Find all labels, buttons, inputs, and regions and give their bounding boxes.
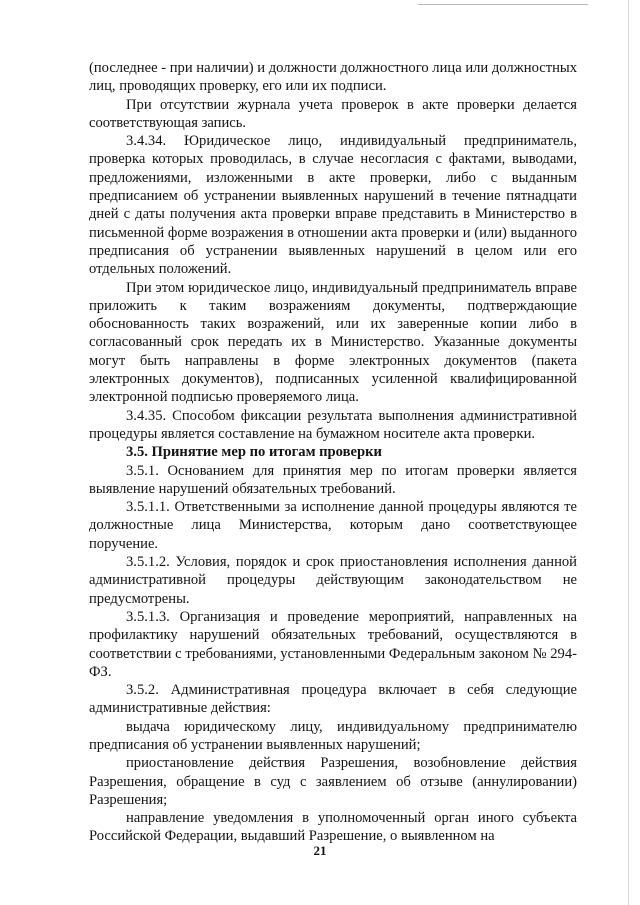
list-item-notification: направление уведомления в уполномоченный орган иного субъекта Российской Федерации, выдавший Разрешение, о выявленном на xyxy=(89,810,577,845)
document-body xyxy=(89,59,577,846)
scan-edge-line xyxy=(418,4,588,5)
paragraph-signatures-continuation: (последнее - при наличии) и должности должностного лица или должностных лиц, проводящих проверку, его или их подписи. xyxy=(89,60,578,95)
paragraph-3-5-1-2: 3.5.1.2. Условия, порядок и срок приостановления исполнения данной административной процедуры действующим законодательством не предусмотрены. xyxy=(89,554,577,607)
paragraph-3-4-35: 3.4.35. Способом фиксации результата выполнения административной процедуры является составление на бумажном носителе акта проверки. xyxy=(89,407,577,442)
paragraph-no-journal: При отсутствии журнала учета проверок в акте проверки делается соответствующая запись. xyxy=(89,96,577,131)
page-number: 21 xyxy=(313,843,327,858)
scan-edge-line xyxy=(628,0,629,905)
section-heading-3-5: 3.5. Принятие мер по итогам проверки xyxy=(126,444,382,461)
paragraph-3-5-1-3: 3.5.1.3. Организация и проведение мероприятий, направленных на профилактику нарушений обязательных требований, осуществляются в соответствии с требованиями, установленными Федеральным законом № 294-ФЗ. xyxy=(89,608,577,680)
paragraph-3-5-2: 3.5.2. Административная процедура включает в себя следующие административные действия: xyxy=(89,682,577,717)
paragraph-3-5-1: 3.5.1. Основанием для принятия мер по итогам проверки является выявление нарушений обязательных требований. xyxy=(89,462,577,497)
paragraph-3-4-34: 3.4.34. Юридическое лицо, индивидуальный предприниматель, проверка которых проводилась, в случае несогласия с фактами, выводами, предложениями, изложенными в акте проверки, либо с выданным предписанием об устранении выявленных нарушений в течение пятнадцати дней с даты получения акта проверки вправе представить в Министерство в письменной форме возражения в отношении акта проверки и (или) выданного предписания об устранении выявленных нарушений в целом или его отдельных положений. xyxy=(89,133,577,278)
paragraph-3-5-1-1: 3.5.1.1. Ответственными за исполнение данной процедуры являются те должностные лица Министерства, которым дано соответствующее поручение. xyxy=(89,499,577,552)
list-item-permit-suspension: приостановление действия Разрешения, возобновление действия Разрешения, обращение в суд с заявлением об отзыве (аннулировании) Разрешения; xyxy=(89,755,577,808)
list-item-order-issuance: выдача юридическому лицу, индивидуальному предпринимателю предписания об устранении выявленных нарушений; xyxy=(89,718,577,753)
paragraph-objections-documents: При этом юридическое лицо, индивидуальный предприниматель вправе приложить к таким возражениям документы, подтверждающие обоснованность таких возражений, или их заверенные копии либо в согласованный срок передать их в Министерство. Указанные документы могут быть направлены в форме электронных документов (пакета электронных документов), подписанных усиленной квалифицированной электронной подписью проверяемого лица. xyxy=(89,279,577,406)
